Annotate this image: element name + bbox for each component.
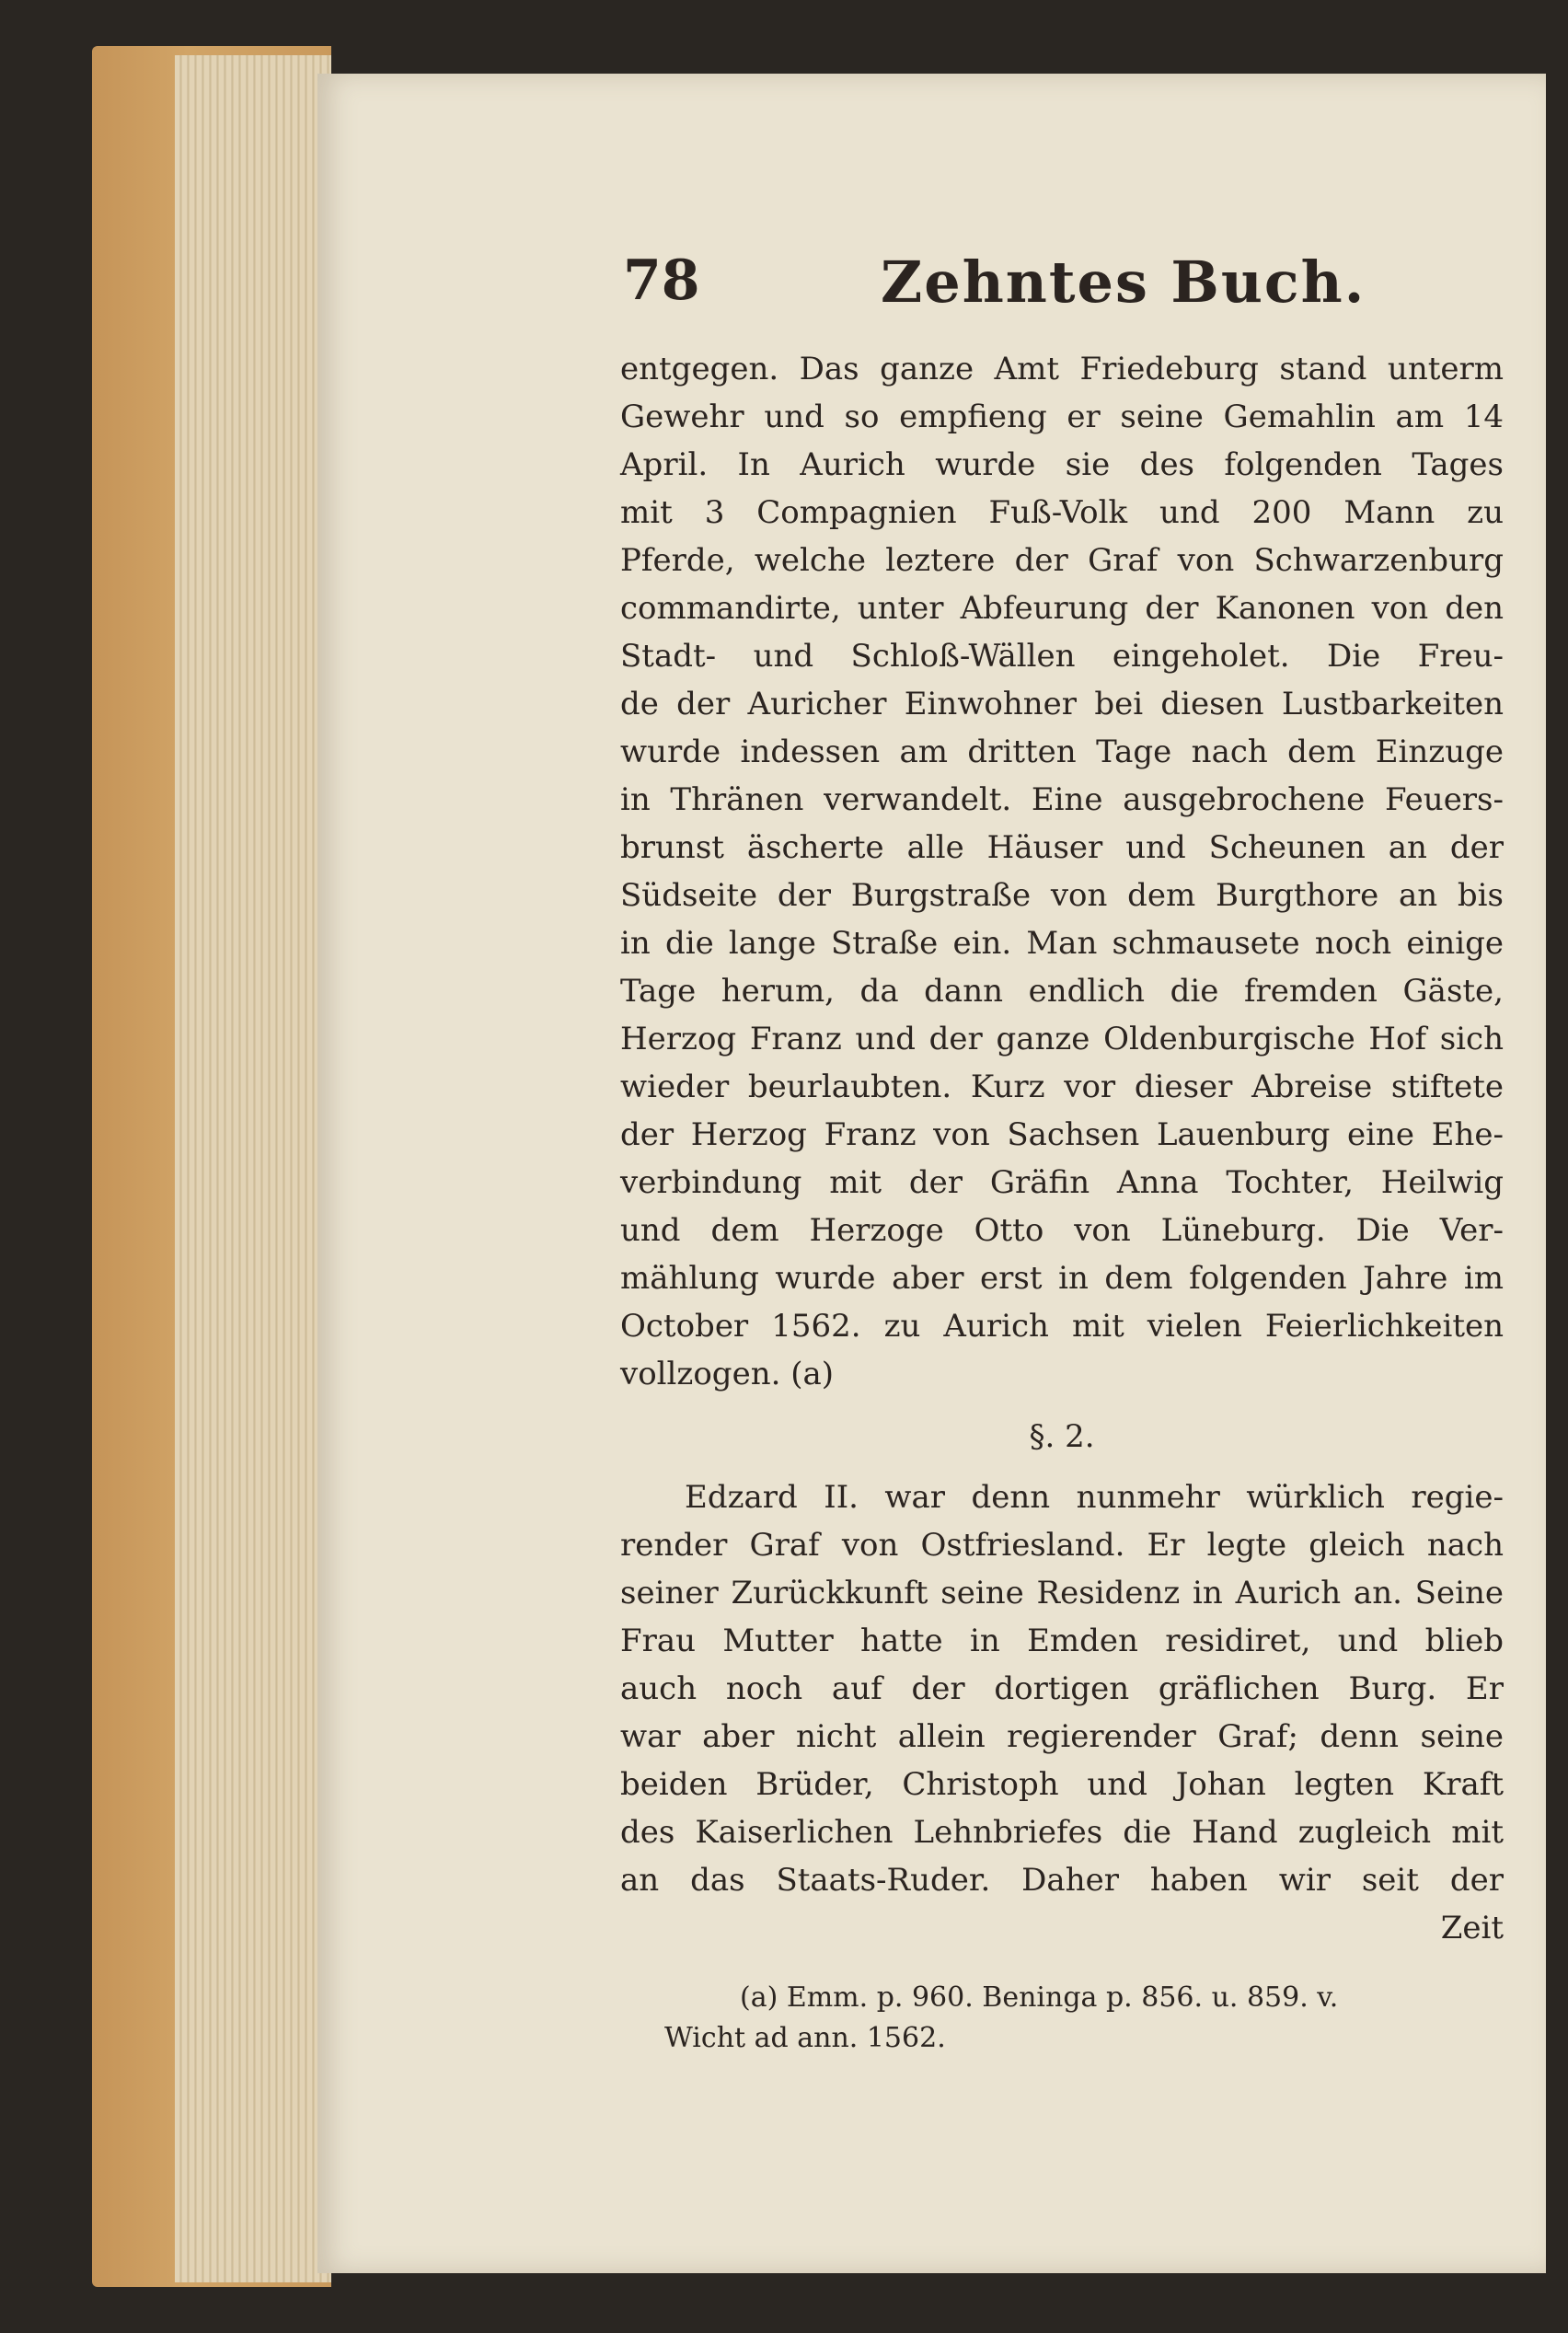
text-line: des Kaiserlichen Lehnbriefes die Hand zugleich mit (620, 1814, 1504, 1851)
text-line: mit 3 Compagnien Fuß-Volk und 200 Mann zu (620, 494, 1504, 531)
paragraph-2 (620, 1473, 1504, 1904)
text-line: der Herzog Franz von Sachsen Lauenburg eine Ehe- (620, 1116, 1504, 1153)
text-line: an das Staats-Ruder. Daher haben wir seit der (620, 1862, 1504, 1899)
text-line: wieder beurlaubten. Kurz vor dieser Abreise stiftete (620, 1068, 1504, 1105)
body-text (620, 345, 1504, 2059)
text-line: Stadt- und Schloß-Wällen eingeholet. Die Freu- (620, 638, 1504, 675)
footnote-line: (a) Emm. p. 960. Beninga p. 856. u. 859. v. (740, 1981, 1339, 2014)
text-line: Gewehr und so empfieng er seine Gemahlin am 14 (620, 398, 1504, 435)
text-line: render Graf von Ostfriesland. Er legte gleich nach (620, 1527, 1504, 1564)
text-line: war aber nicht allein regierender Graf; denn seine (620, 1718, 1504, 1755)
text-line: Südseite der Burgstraße von dem Burgthore an bis (620, 877, 1504, 914)
text-line: wurde indessen am dritten Tage nach dem Einzuge (620, 733, 1504, 770)
text-line: entgegen. Das ganze Amt Friedeburg stand unterm (620, 351, 1504, 387)
text-line: und dem Herzoge Otto von Lüneburg. Die Ver- (620, 1212, 1504, 1249)
page-content (306, 248, 1504, 2054)
text-line: Edzard II. war denn nunmehr würklich regie- (685, 1479, 1504, 1516)
paragraph-1 (620, 345, 1504, 1398)
text-line: de der Auricher Einwohner bei diesen Lustbarkeiten (620, 686, 1504, 722)
text-line: beiden Brüder, Christoph und Johan legten Kraft (620, 1766, 1504, 1803)
footnotes (620, 1978, 1504, 2059)
text-line: brunst äscherte alle Häuser und Scheunen an der (620, 829, 1504, 866)
text-line: in Thränen verwandelt. Eine ausgebrochene Feuers- (620, 781, 1504, 818)
text-line: Herzog Franz und der ganze Oldenburgische Hof sich (620, 1021, 1504, 1057)
section-heading: §. 2. (1029, 1418, 1095, 1455)
footnote-line: Wicht ad ann. 1562. (664, 2022, 946, 2054)
text-line: verbindung mit der Gräfin Anna Tochter, Heilwig (620, 1164, 1504, 1201)
text-line: Frau Mutter hatte in Emden residiret, und blieb (620, 1623, 1504, 1659)
text-line: Tage herum, da dann endlich die fremden Gäste, (620, 973, 1504, 1010)
text-line: in die lange Straße ein. Man schmausete noch einige (620, 925, 1504, 962)
page-number: 78 (623, 248, 700, 313)
text-line: commandirte, unter Abfeurung der Kanonen von den (620, 590, 1504, 627)
running-title: Zehntes Buch. (881, 248, 1366, 316)
text-line: vollzogen. (a) (620, 1356, 835, 1392)
text-line: seiner Zurückkunft seine Residenz in Aurich an. Seine (620, 1575, 1504, 1611)
text-line: auch noch auf der dortigen gräflichen Burg. Er (620, 1670, 1504, 1707)
page-stack-edges (175, 55, 331, 2282)
text-line: April. In Aurich wurde sie des folgenden Tages (620, 446, 1504, 483)
running-head (306, 248, 1502, 331)
text-line: mählung wurde aber erst in dem folgenden Jahre im (620, 1260, 1504, 1297)
catchword: Zeit (1440, 1910, 1504, 1946)
text-line: October 1562. zu Aurich mit vielen Feierlichkeiten (620, 1308, 1504, 1345)
text-line: Pferde, welche leztere der Graf von Schwarzenburg (620, 542, 1504, 579)
